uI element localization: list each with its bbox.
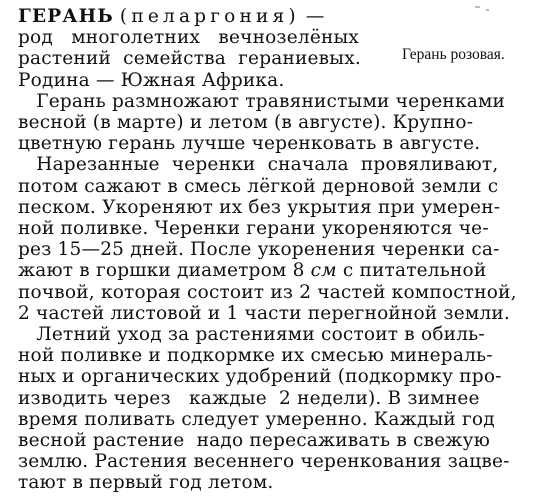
text-line: землю. Растения весеннего черенкования зацве- (18, 451, 510, 473)
text-line: почвой, которая состоит из 2 частей компостной, (18, 281, 517, 303)
scan-mark (486, 9, 489, 11)
text-line: время поливать следует умеренно. Каждый год (18, 408, 495, 430)
heading-latin: (пеларгония) (119, 6, 300, 27)
text-line: растений семейства гераниевых. (18, 48, 361, 70)
text-segment: с питательной (336, 260, 487, 282)
text-line: весной растение надо пересаживать в свежую (18, 430, 491, 451)
text-line: тают в первый год летом. (18, 472, 274, 494)
text-line: потом сажают в смесь лёгкой дерновой земли с (18, 175, 499, 197)
article-heading: ГЕРАНЬ (18, 6, 114, 27)
text-line: ных и органических удобрений (подкормку про- (18, 366, 502, 388)
text-line: 2 частей листовой и 1 части перегнойной земли. (18, 302, 511, 324)
text-line: ной поливке. Черенки герани укореняются че- (18, 218, 489, 239)
title-line (18, 6, 325, 28)
text-line: изводить через каждые 2 недели). В зимнее (18, 387, 480, 409)
text-segment: жают в горшки диаметром 8 (18, 260, 311, 282)
unit-cm: см (310, 260, 337, 282)
text-line: песком. Укореняют их без укрытия при умерен- (18, 196, 501, 218)
text-line: рез 15—25 дней. После укоренения черенки са- (18, 239, 500, 261)
text-line: весной (в марте) и летом (в августе). Крупно- (18, 112, 474, 133)
text-line: Летний уход за растениями состоит в обиль- (18, 324, 485, 345)
text-line: род многолетних вечнозелёных (18, 27, 360, 49)
text-line: Нарезанные черенки сначала провяливают, (18, 154, 499, 176)
text-line (18, 260, 486, 282)
heading-dash: — (299, 6, 325, 27)
scan-mark (475, 6, 480, 8)
text-line: цветную герань лучше черенковать в августе. (18, 133, 481, 155)
text-line: Родина — Южная Африка. (18, 69, 285, 91)
figure-caption: Герань розовая. (402, 46, 505, 63)
text-line: Герань размножают травянистыми черенками (18, 90, 506, 112)
text-line: ной поливке и подкормке их смесью минераль- (18, 345, 493, 367)
